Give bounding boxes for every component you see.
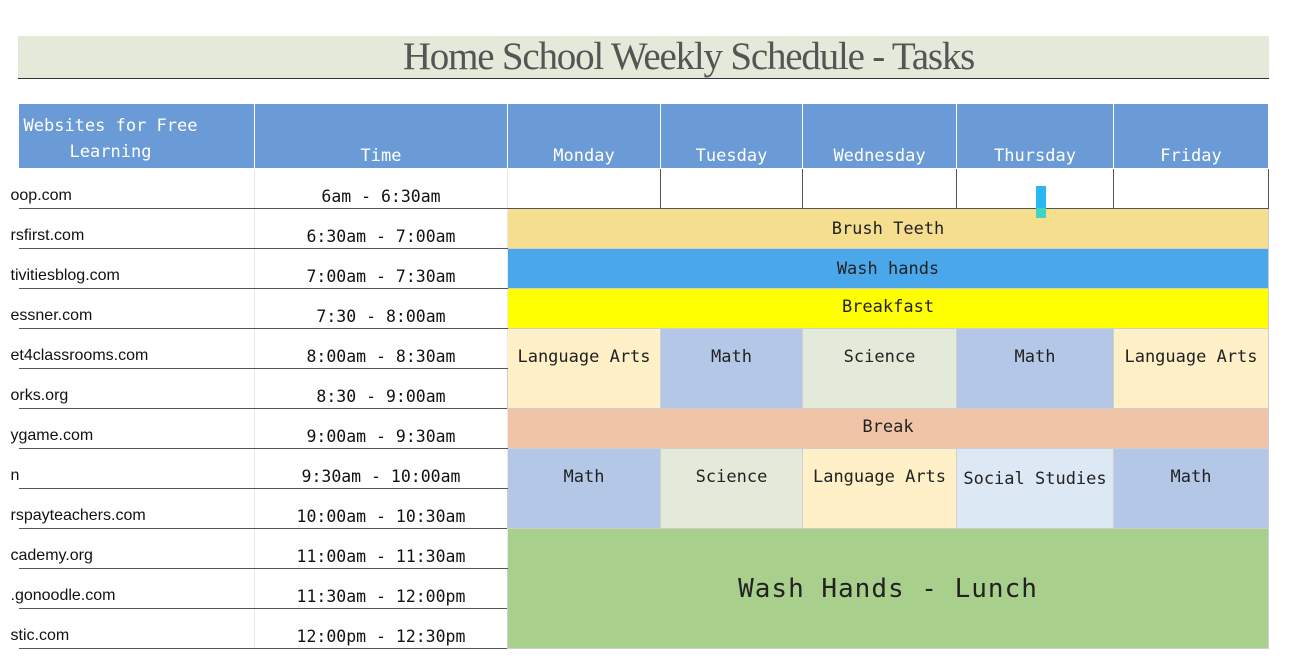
table-row xyxy=(19,169,1269,209)
website-cell[interactable]: orks.org xyxy=(19,369,255,409)
time-cell[interactable]: 9:30am - 10:00am xyxy=(255,449,508,489)
subject-cell-wednesday[interactable]: Science xyxy=(803,329,957,409)
time-cell[interactable]: 7:30 - 8:00am xyxy=(255,289,508,329)
subject-cell-tuesday[interactable]: Math xyxy=(661,329,803,409)
subject-cell-tuesday[interactable]: Science xyxy=(661,449,803,529)
breakfast-band[interactable]: Breakfast xyxy=(508,289,1269,329)
title-band xyxy=(18,36,1269,79)
website-cell[interactable]: tivitiesblog.com xyxy=(19,249,255,289)
table-row xyxy=(19,409,1269,449)
header-friday[interactable]: Friday xyxy=(1114,104,1269,169)
lunch-band[interactable]: Wash Hands - Lunch xyxy=(508,529,1269,649)
empty-cell[interactable] xyxy=(1114,169,1269,209)
subject-cell-friday[interactable]: Math xyxy=(1114,449,1269,529)
header-websites-line2: Learning xyxy=(69,142,152,162)
time-cell[interactable]: 6:30am - 7:00am xyxy=(255,209,508,249)
brush-teeth-band[interactable]: Brush Teeth xyxy=(508,209,1269,249)
header-websites[interactable] xyxy=(19,104,255,169)
website-cell[interactable]: et4classrooms.com xyxy=(19,329,255,369)
subject-cell-thursday[interactable]: Social Studies xyxy=(957,449,1114,529)
wash-hands-band[interactable]: Wash hands xyxy=(508,249,1269,289)
subject-cell-monday[interactable]: Math xyxy=(508,449,661,529)
table-row xyxy=(19,449,1269,489)
website-cell[interactable]: cademy.org xyxy=(19,529,255,569)
time-cell[interactable]: 8:00am - 8:30am xyxy=(255,329,508,369)
time-cell[interactable]: 8:30 - 9:00am xyxy=(255,369,508,409)
time-cell[interactable]: 9:00am - 9:30am xyxy=(255,409,508,449)
header-time[interactable]: Time xyxy=(255,104,508,169)
header-tuesday[interactable]: Tuesday xyxy=(661,104,803,169)
schedule-table xyxy=(10,103,1269,649)
subject-cell-monday[interactable]: Language Arts xyxy=(508,329,661,409)
empty-cell[interactable] xyxy=(957,169,1114,209)
time-cell[interactable]: 7:00am - 7:30am xyxy=(255,249,508,289)
subject-cell-wednesday[interactable]: Language Arts xyxy=(803,449,957,529)
empty-cell[interactable] xyxy=(508,169,661,209)
website-cell[interactable]: stic.com xyxy=(19,609,255,649)
time-cell[interactable]: 11:30am - 12:00pm xyxy=(255,569,508,609)
time-cell[interactable]: 12:00pm - 12:30pm xyxy=(255,609,508,649)
website-cell[interactable]: essner.com xyxy=(19,289,255,329)
website-cell[interactable]: rsfirst.com xyxy=(19,209,255,249)
header-websites-line1: Websites for Free xyxy=(23,116,198,136)
website-cell[interactable]: .gonoodle.com xyxy=(19,569,255,609)
table-row xyxy=(19,289,1269,329)
page-title: Home School Weekly Schedule - Tasks xyxy=(402,35,975,78)
website-cell[interactable]: n xyxy=(19,449,255,489)
time-cell[interactable]: 10:00am - 10:30am xyxy=(255,489,508,529)
text-cursor-icon xyxy=(1036,186,1046,218)
website-cell[interactable]: ygame.com xyxy=(19,409,255,449)
website-cell[interactable]: oop.com xyxy=(19,169,255,209)
table-row xyxy=(19,529,1269,569)
website-cell[interactable]: rspayteachers.com xyxy=(19,489,255,529)
time-cell[interactable]: 11:00am - 11:30am xyxy=(255,529,508,569)
break-band[interactable]: Break xyxy=(508,409,1269,449)
time-cell[interactable]: 6am - 6:30am xyxy=(255,169,508,209)
header-monday[interactable]: Monday xyxy=(508,104,661,169)
subject-cell-friday[interactable]: Language Arts xyxy=(1114,329,1269,409)
table-row xyxy=(19,249,1269,289)
subject-cell-thursday[interactable]: Math xyxy=(957,329,1114,409)
header-wednesday[interactable]: Wednesday xyxy=(803,104,957,169)
table-row xyxy=(19,329,1269,369)
empty-cell[interactable] xyxy=(661,169,803,209)
table-row xyxy=(19,209,1269,249)
empty-cell[interactable] xyxy=(803,169,957,209)
header-row xyxy=(19,104,1269,169)
header-thursday[interactable]: Thursday xyxy=(957,104,1114,169)
